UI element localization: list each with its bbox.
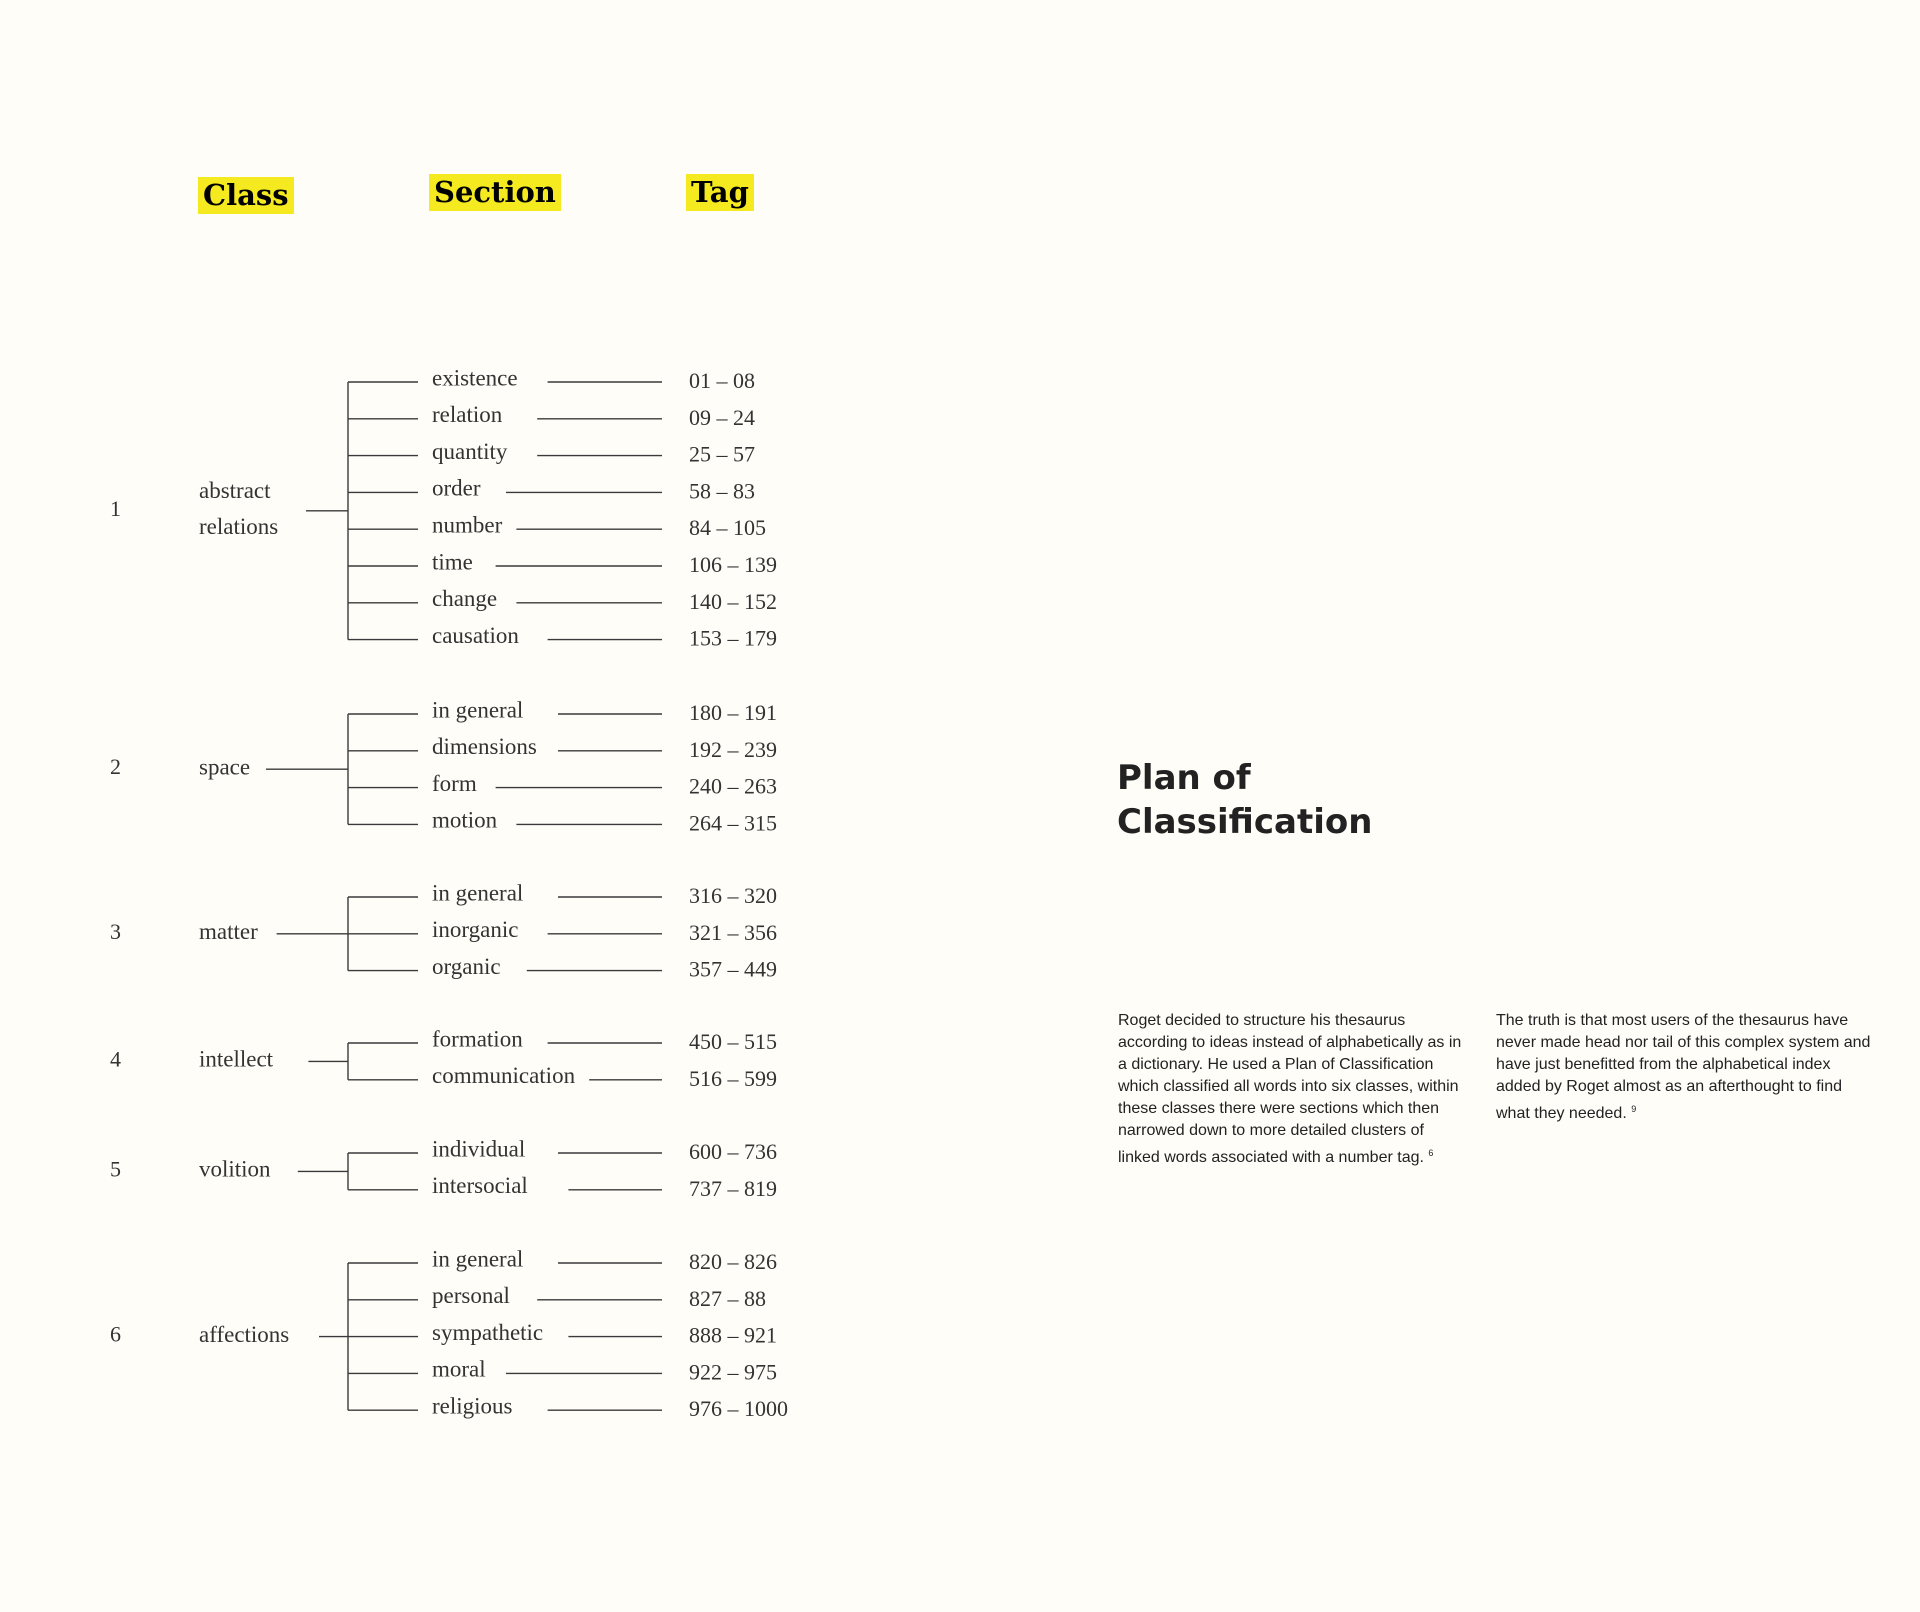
section-label: in general	[432, 697, 524, 723]
tag-range: 516 – 599	[689, 1065, 777, 1091]
class-name: intellect	[199, 1046, 274, 1072]
tag-range: 09 – 24	[689, 404, 755, 430]
section-label: moral	[432, 1356, 486, 1382]
paragraph-right	[1496, 1010, 1871, 1125]
class-number: 2	[110, 754, 121, 780]
tag-range: 01 – 08	[689, 368, 755, 394]
section-label: motion	[432, 807, 498, 833]
section-label: relation	[432, 402, 503, 428]
section-header: Section	[429, 174, 561, 211]
section-label: number	[432, 512, 503, 538]
section-label: form	[432, 770, 477, 796]
section-label: intersocial	[432, 1173, 528, 1199]
section-label: in general	[432, 880, 524, 906]
section-label: communication	[432, 1063, 576, 1089]
class-name: space	[199, 754, 251, 780]
tag-range: 976 – 1000	[689, 1396, 788, 1422]
title-line-1: Plan of	[1117, 758, 1251, 798]
section-label: inorganic	[432, 917, 519, 943]
tag-range: 240 – 263	[689, 773, 777, 799]
classification-tree	[0, 0, 900, 1612]
section-label: individual	[432, 1136, 526, 1162]
class-number: 1	[110, 495, 121, 521]
tag-range: 820 – 826	[689, 1249, 777, 1275]
class-name-line: abstract	[199, 478, 271, 504]
tag-range: 357 – 449	[689, 956, 777, 982]
section-label: change	[432, 586, 498, 612]
section-label: order	[432, 475, 481, 501]
tag-range: 153 – 179	[689, 625, 777, 651]
tag-range: 316 – 320	[689, 883, 777, 909]
class-name-line: relations	[199, 514, 279, 540]
page-title	[1117, 756, 1372, 844]
tag-range: 450 – 515	[689, 1029, 777, 1055]
class-number: 3	[110, 918, 121, 944]
tag-range: 106 – 139	[689, 552, 777, 578]
class-header: Class	[198, 177, 294, 214]
section-label: organic	[432, 953, 501, 979]
tag-range: 737 – 819	[689, 1175, 777, 1201]
section-label: existence	[432, 365, 518, 391]
section-label: religious	[432, 1393, 513, 1419]
section-label: quantity	[432, 438, 508, 464]
class-name: matter	[199, 919, 258, 945]
title-line-2: Classification	[1117, 802, 1373, 842]
paragraph-left-text: Roget decided to structure his thesaurus according to ideas instead of alphabetically as in a dictionary. He used a Plan of Classification which classified all words into six classes, within these classes there were sections which then narrowed down to more detailed clusters of linked words associated with a number tag.	[1118, 1012, 1462, 1166]
tag-range: 888 – 921	[689, 1322, 777, 1348]
tag-range: 140 – 152	[689, 588, 777, 614]
section-label: sympathetic	[432, 1319, 544, 1345]
class-number: 6	[110, 1321, 121, 1347]
section-label: causation	[432, 622, 519, 648]
section-label: time	[432, 549, 473, 575]
footnote-mark-right: 9	[1631, 1104, 1637, 1114]
tag-header: Tag	[686, 174, 754, 211]
section-label: formation	[432, 1026, 523, 1052]
paragraph-right-text: The truth is that most users of the thesaurus have never made head nor tail of this complex system and have just benefitted from the alphabetical index added by Roget almost as an afterthought to find what they needed.	[1496, 1012, 1871, 1122]
tag-range: 600 – 736	[689, 1139, 777, 1165]
section-label: dimensions	[432, 734, 537, 760]
tag-range: 827 – 88	[689, 1285, 766, 1311]
class-name: affections	[199, 1321, 290, 1347]
tag-range: 264 – 315	[689, 810, 777, 836]
tag-range: 180 – 191	[689, 700, 777, 726]
class-number: 5	[110, 1156, 121, 1182]
class-number: 4	[110, 1046, 121, 1072]
section-label: personal	[432, 1283, 510, 1309]
paragraph-left	[1118, 1010, 1463, 1169]
section-label: in general	[432, 1246, 524, 1272]
footnote-mark-left: 6	[1428, 1148, 1434, 1158]
tag-range: 192 – 239	[689, 736, 777, 762]
tag-range: 922 – 975	[689, 1359, 777, 1385]
tag-range: 84 – 105	[689, 515, 766, 541]
tag-range: 25 – 57	[689, 441, 755, 467]
class-name: volition	[199, 1156, 271, 1182]
tag-range: 58 – 83	[689, 478, 755, 504]
tag-range: 321 – 356	[689, 919, 777, 945]
